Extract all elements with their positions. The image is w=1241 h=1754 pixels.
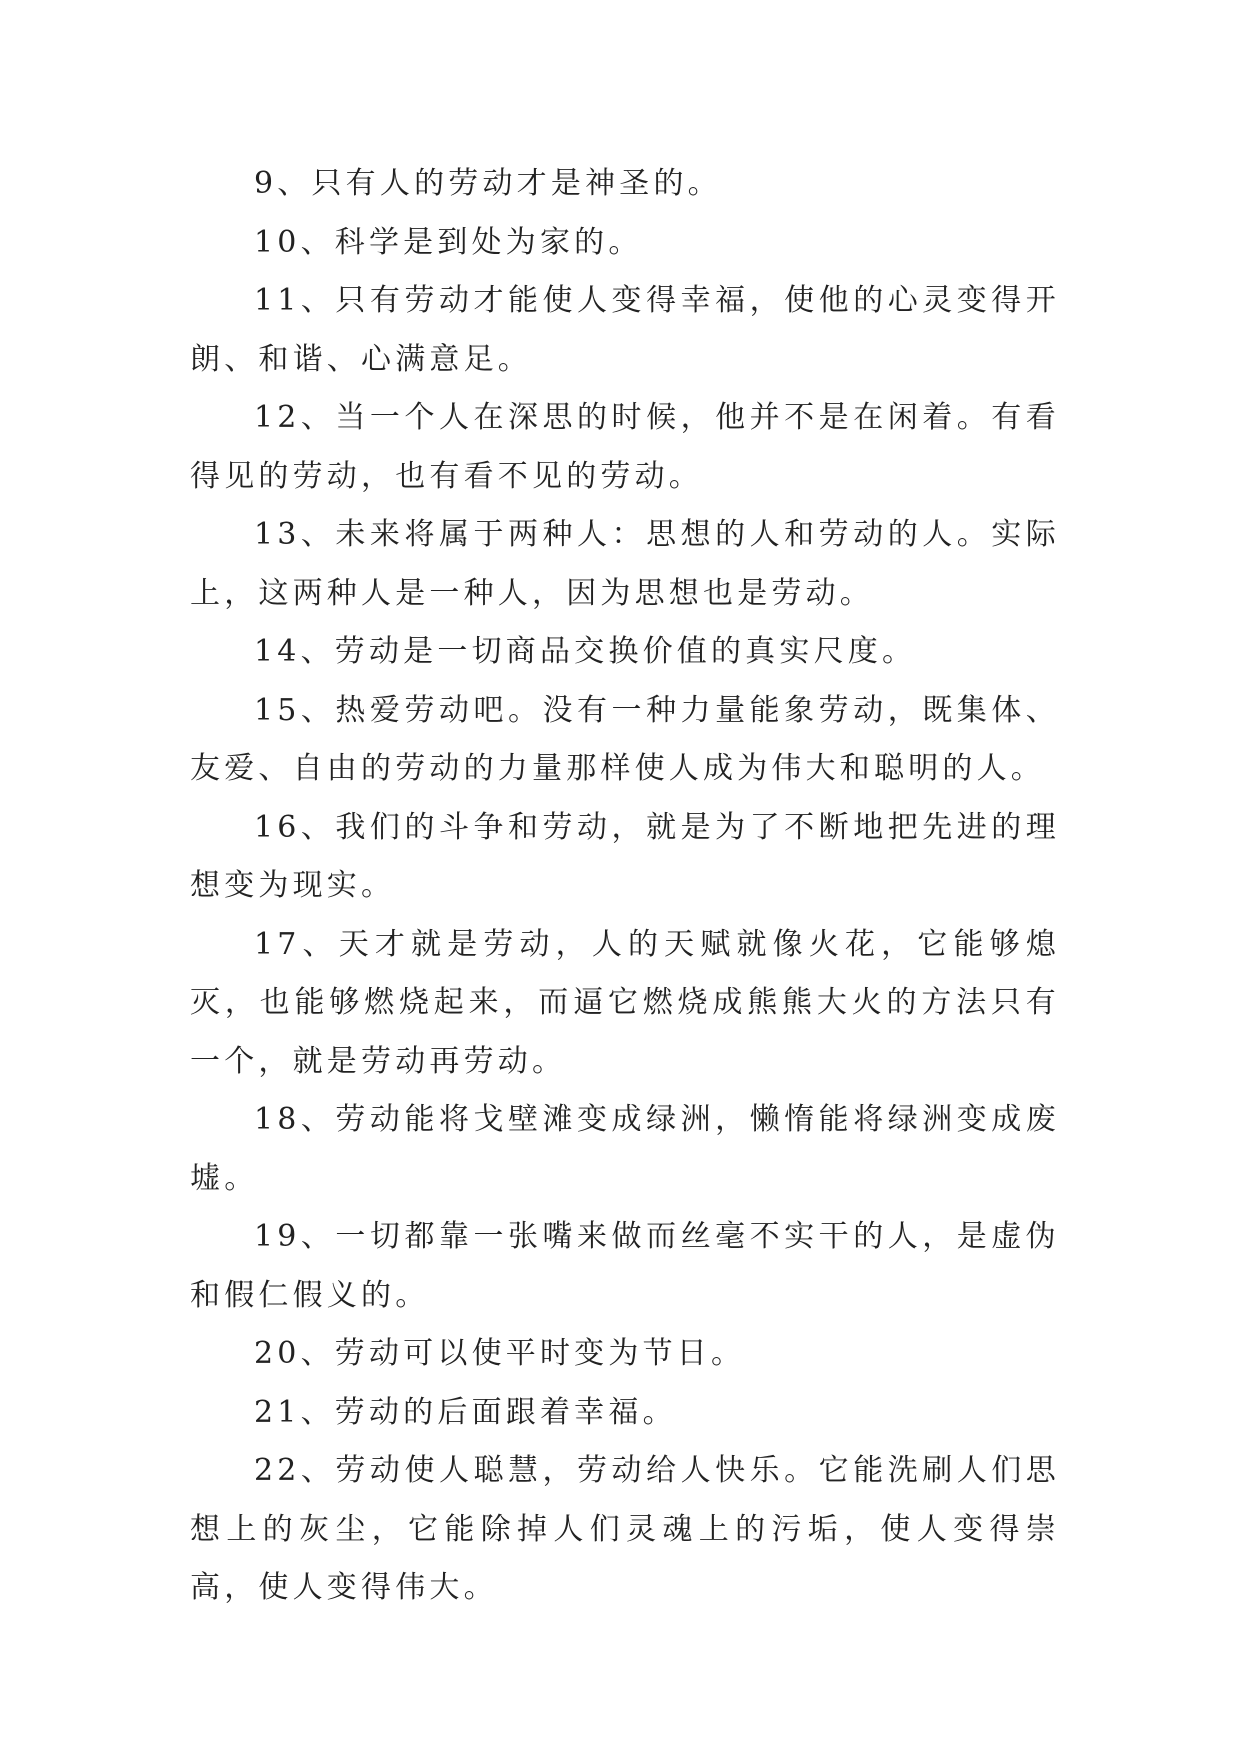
quote-paragraph-14: 14、劳动是一切商品交换价值的真实尺度。 xyxy=(254,634,917,669)
quote-paragraph-19: 19、一切都靠一张嘴来做而丝毫不实干的人，是虚伪和假仁假义的。 xyxy=(190,1219,1060,1313)
quote-paragraph-21: 21、劳动的后面跟着幸福。 xyxy=(254,1394,677,1430)
quote-paragraph-20: 20、劳动可以使平时变为节日。 xyxy=(254,1336,746,1371)
document-body xyxy=(190,155,1060,1618)
quote-paragraph-22: 22、劳动使人聪慧，劳动给人快乐。它能洗刷人们思想上的灰尘，它能除掉人们灵魂上的污垢，使人变得崇高，使人变得伟大。 xyxy=(190,1453,1060,1605)
quote-paragraph-16: 16、我们的斗争和劳动，就是为了不断地把先进的理想变为现实。 xyxy=(190,809,1060,903)
quote-paragraph-18: 18、劳动能将戈壁滩变成绿洲，懒惰能将绿洲变成废墟。 xyxy=(190,1102,1060,1196)
quote-paragraph-9: 9、只有人的劳动才是神圣的。 xyxy=(254,166,722,201)
quote-paragraph-12: 12、当一个人在深思的时候，他并不是在闲着。有看得见的劳动，也有看不见的劳动。 xyxy=(190,400,1060,494)
quote-paragraph-13: 13、未来将属于两种人：思想的人和劳动的人。实际上，这两种人是一种人，因为思想也是劳动。 xyxy=(190,517,1060,611)
quote-paragraph-15: 15、热爱劳动吧。没有一种力量能象劳动，既集体、友爱、自由的劳动的力量那样使人成为伟大和聪明的人。 xyxy=(190,692,1060,786)
quote-paragraph-11: 11、只有劳动才能使人变得幸福，使他的心灵变得开朗、和谐、心满意足。 xyxy=(190,283,1060,377)
quote-paragraph-17: 17、天才就是劳动，人的天赋就像火花，它能够熄灭，也能够燃烧起来，而逼它燃烧成熊熊大火的方法只有一个，就是劳动再劳动。 xyxy=(190,926,1060,1079)
quote-paragraph-10: 10、科学是到处为家的。 xyxy=(254,224,643,260)
